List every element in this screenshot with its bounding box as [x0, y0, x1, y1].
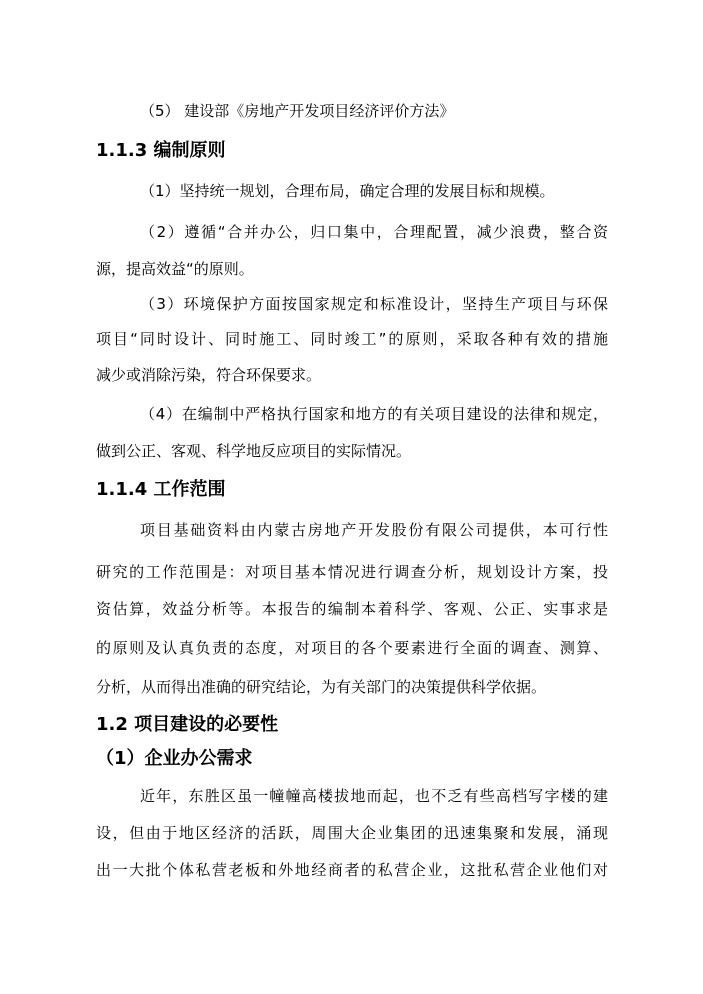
demand-paragraph-line-3: 出一大批个体私营老板和外地经商者的私营企业，这批私营企业他们对 — [96, 861, 608, 879]
principle-2-line-1: （2）遵循“合并办公，归口集中，合理配置，减少浪费，整合资 — [140, 223, 608, 241]
principle-2-line-2: 源，提高效益“的原则。 — [96, 260, 254, 278]
reference-item-5: （5） 建设部《房地产开发项目经济评价方法》 — [140, 102, 455, 120]
scope-paragraph-line-1: 项目基础资料由内蒙古房地产开发股份有限公司提供，本可行性 — [140, 521, 608, 539]
principle-3-line-2: 项目“同时设计、同时施工、同时竣工”的原则，采取各种有效的措施 — [96, 330, 608, 348]
scope-paragraph-line-3: 资估算，效益分析等。本报告的编制本着科学、客观、公正、实事求是 — [96, 600, 608, 618]
scope-paragraph-line-2: 研究的工作范围是：对项目基本情况进行调查分析，规划设计方案，投 — [96, 563, 608, 581]
principle-4-line-1: （4）在编制中严格执行国家和地方的有关项目建设的法律和规定， — [140, 405, 608, 423]
scope-paragraph-line-5: 分析，从而得出准确的研究结论，为有关部门的决策提供科学依据。 — [96, 678, 547, 696]
principle-3-line-1: （3）环境保护方面按国家规定和标准设计，坚持生产项目与环保 — [140, 295, 608, 313]
principle-1: （1）坚持统一规划，合理布局，确定合理的发展目标和规模。 — [140, 182, 555, 200]
demand-paragraph-line-2: 设，但由于地区经济的活跃，周围大企业集团的迅速集聚和发展，涌现 — [96, 824, 608, 842]
demand-paragraph-line-1: 近年，东胜区虽一幢幢高楼拔地而起，也不乏有些高档写字楼的建 — [140, 787, 608, 805]
principle-4-line-2: 做到公正、客观、科学地反应项目的实际情况。 — [96, 442, 412, 460]
section-heading-1-1-4: 1.1.4 工作范围 — [96, 479, 226, 500]
section-heading-1-2: 1.2 项目建设的必要性 — [96, 714, 279, 735]
scope-paragraph-line-4: 的原则及认真负责的态度，对项目的各个要素进行全面的调查、测算、 — [96, 639, 608, 657]
section-heading-1-1-3: 1.1.3 编制原则 — [96, 140, 226, 161]
principle-3-line-3: 减少或消除污染，符合环保要求。 — [96, 366, 322, 384]
subsection-heading-office-demand: （1）企业办公需求 — [96, 748, 253, 769]
